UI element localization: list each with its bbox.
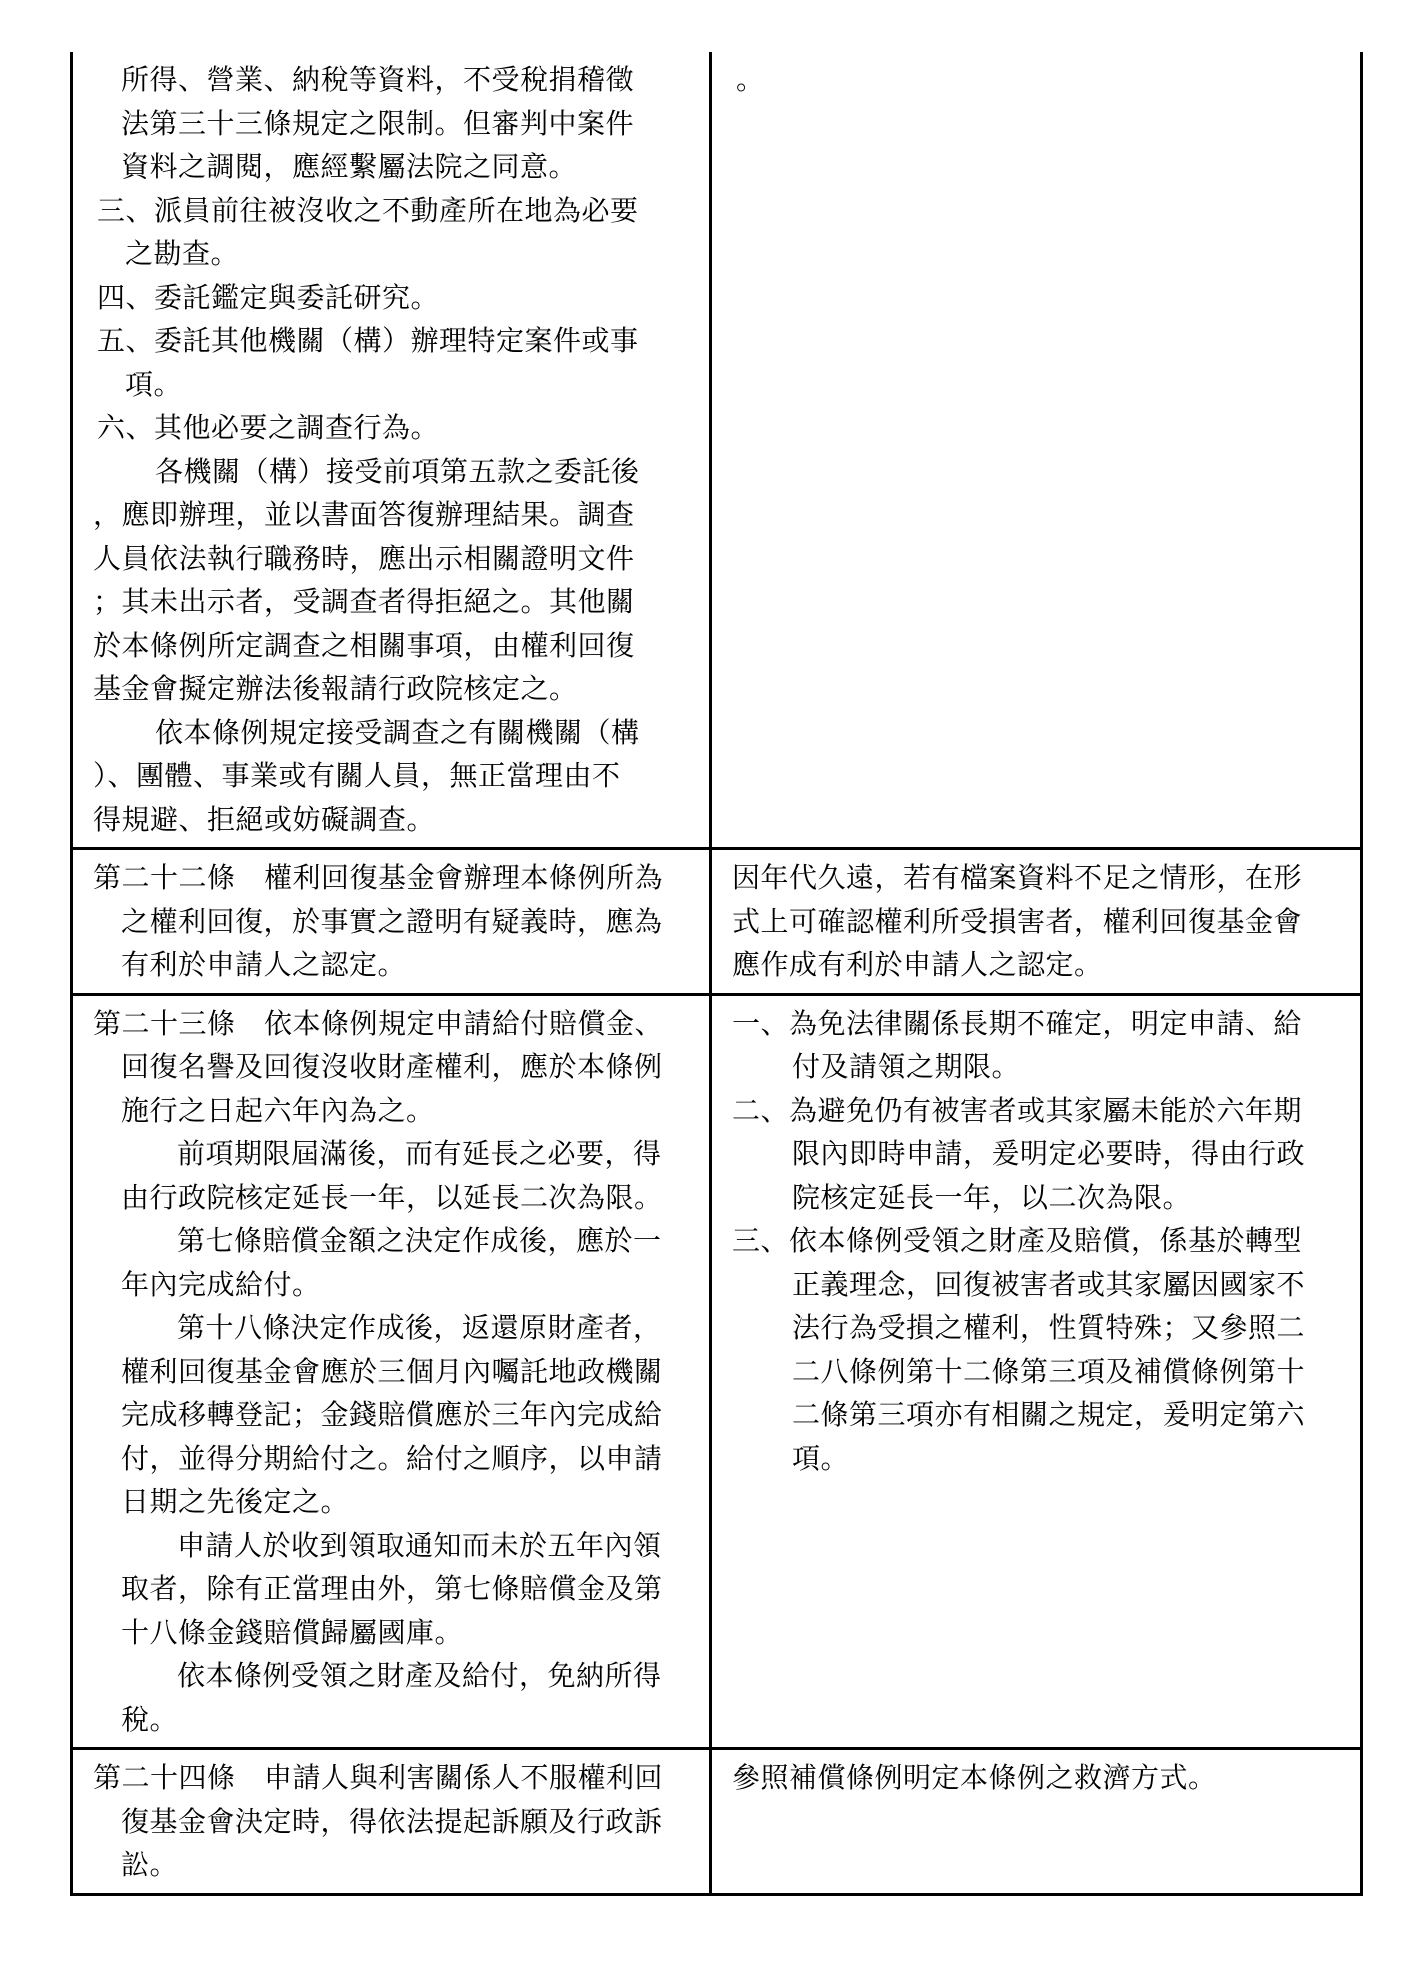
article-heading: 第二十二條 權利回復基金會辦理本條例所為 bbox=[93, 861, 664, 894]
text-line: 得規避、拒絕或妨礙調查。 bbox=[93, 802, 436, 836]
text-line: 正義理念，回復被害者或其家屬因國家不 bbox=[792, 1267, 1306, 1301]
list-item-1: 一、為免法律關係長期不確定，明定申請、給 bbox=[732, 1006, 1303, 1040]
text-line: 付，並得分期給付之。給付之順序，以申請 bbox=[121, 1441, 663, 1475]
text-line: 日期之先後定之。 bbox=[121, 1485, 350, 1518]
list-item-3: 三、派員前往被沒收之不動產所在地為必要 bbox=[97, 193, 639, 227]
list-item-2: 二、為避免仍有被害者或其家屬未能於六年期 bbox=[732, 1093, 1303, 1127]
text-line: 由行政院核定延長一年，以延長二次為限。 bbox=[121, 1180, 663, 1214]
explanation-cell bbox=[711, 849, 1362, 995]
paragraph-start: 前項期限屆滿後，而有延長之必要，得 bbox=[177, 1137, 662, 1170]
paragraph-start: 各機關（構）接受前項第五款之委託後 bbox=[155, 454, 640, 488]
text-line: 二八條例第十二條第三項及補償條例第十 bbox=[792, 1354, 1306, 1388]
article-heading: 第二十四條 申請人與利害關係人不服權利回 bbox=[93, 1761, 664, 1794]
explanation-cell bbox=[711, 1749, 1362, 1895]
provision-cell bbox=[72, 52, 711, 849]
text-line: 限內即時申請，爰明定必要時，得由行政 bbox=[792, 1137, 1306, 1170]
table-row bbox=[72, 52, 1362, 849]
provision-cell bbox=[72, 1749, 711, 1895]
text-line: 之權利回復，於事實之證明有疑義時，應為 bbox=[121, 904, 663, 938]
article-heading: 第二十三條 依本條例規定申請給付賠償金、 bbox=[93, 1006, 664, 1040]
text-line: 式上可確認權利所受損害者，權利回復基金會 bbox=[732, 904, 1303, 938]
text-line: 施行之日起六年內為之。 bbox=[121, 1093, 435, 1127]
text-line: 院核定延長一年，以二次為限。 bbox=[792, 1180, 1192, 1214]
paragraph-start: 依本條例規定接受調查之有關機關（構 bbox=[155, 715, 640, 749]
table-row bbox=[72, 1749, 1362, 1895]
text-line: 稅。 bbox=[121, 1702, 179, 1736]
list-item-6: 六、其他必要之調查行為。 bbox=[97, 411, 440, 444]
text-line: 完成移轉登記；金錢賠償應於三年內完成給 bbox=[121, 1398, 663, 1431]
text-line: 因年代久遠，若有檔案資料不足之情形，在形 bbox=[732, 861, 1303, 894]
text-line: 付及請領之期限。 bbox=[792, 1050, 1021, 1083]
text-line: 回復名譽及回復沒收財產權利，應於本條例 bbox=[121, 1050, 663, 1083]
text-line: ；其未出示者，受調查者得拒絕之。其他關 bbox=[93, 585, 635, 618]
table-row bbox=[72, 994, 1362, 1749]
text-line: 法第三十三條規定之限制。但審判中案件 bbox=[121, 106, 635, 140]
provision-cell bbox=[72, 849, 711, 995]
text-line: 參照補償條例明定本條例之救濟方式。 bbox=[732, 1761, 1217, 1794]
text-line: 權利回復基金會應於三個月內囑託地政機關 bbox=[121, 1354, 663, 1388]
text-line: 項。 bbox=[125, 367, 183, 401]
text-line: 法行為受損之權利，性質特殊；又參照二 bbox=[792, 1311, 1306, 1344]
explanation-cell bbox=[711, 994, 1362, 1749]
text-line: 取者，除有正當理由外，第七條賠償金及第 bbox=[121, 1572, 663, 1605]
comparison-table bbox=[70, 52, 1363, 1896]
list-item-5: 五、委託其他機關（構）辦理特定案件或事 bbox=[97, 324, 639, 357]
text-line: 於本條例所定調查之相關事項，由權利回復 bbox=[93, 628, 635, 662]
text-line: 復基金會決定時，得依法提起訴願及行政訴 bbox=[121, 1804, 663, 1838]
text-line: 年內完成給付。 bbox=[121, 1267, 321, 1301]
paragraph-start: 申請人於收到領取通知而未於五年內領 bbox=[177, 1528, 662, 1562]
text-line: 資料之調閱，應經繫屬法院之同意。 bbox=[121, 150, 578, 183]
text-line: 之勘查。 bbox=[125, 237, 240, 270]
text-line: 基金會擬定辦法後報請行政院核定之。 bbox=[93, 672, 578, 705]
text-line: 有利於申請人之認定。 bbox=[121, 948, 407, 981]
list-item-4: 四、委託鑑定與委託研究。 bbox=[97, 280, 440, 314]
paragraph-start: 第七條賠償金額之決定作成後，應於一 bbox=[177, 1224, 662, 1257]
text-line: 項。 bbox=[792, 1441, 850, 1475]
text-line: 訟。 bbox=[121, 1848, 179, 1881]
text-line: 。 bbox=[736, 63, 765, 96]
list-item-3: 三、依本條例受領之財產及賠償，係基於轉型 bbox=[732, 1224, 1303, 1257]
text-line: ，應即辦理，並以書面答復辦理結果。調查 bbox=[93, 498, 635, 531]
paragraph-start: 第十八條決定作成後，返還原財產者， bbox=[177, 1311, 662, 1344]
text-line: 十八條金錢賠償歸屬國庫。 bbox=[121, 1615, 464, 1649]
text-line: 二條第三項亦有相關之規定，爰明定第六 bbox=[792, 1398, 1306, 1431]
text-line: 應作成有利於申請人之認定。 bbox=[732, 948, 1103, 981]
explanation-cell bbox=[711, 52, 1362, 849]
text-line: 所得、營業、納稅等資料，不受稅捐稽徵 bbox=[121, 63, 635, 96]
text-line: ）、團體、事業或有關人員，無正當理由不 bbox=[93, 759, 621, 792]
table-row bbox=[72, 849, 1362, 995]
provision-cell bbox=[72, 994, 711, 1749]
text-line: 人員依法執行職務時，應出示相關證明文件 bbox=[93, 541, 635, 575]
paragraph-start: 依本條例受領之財產及給付，免納所得 bbox=[177, 1659, 662, 1692]
